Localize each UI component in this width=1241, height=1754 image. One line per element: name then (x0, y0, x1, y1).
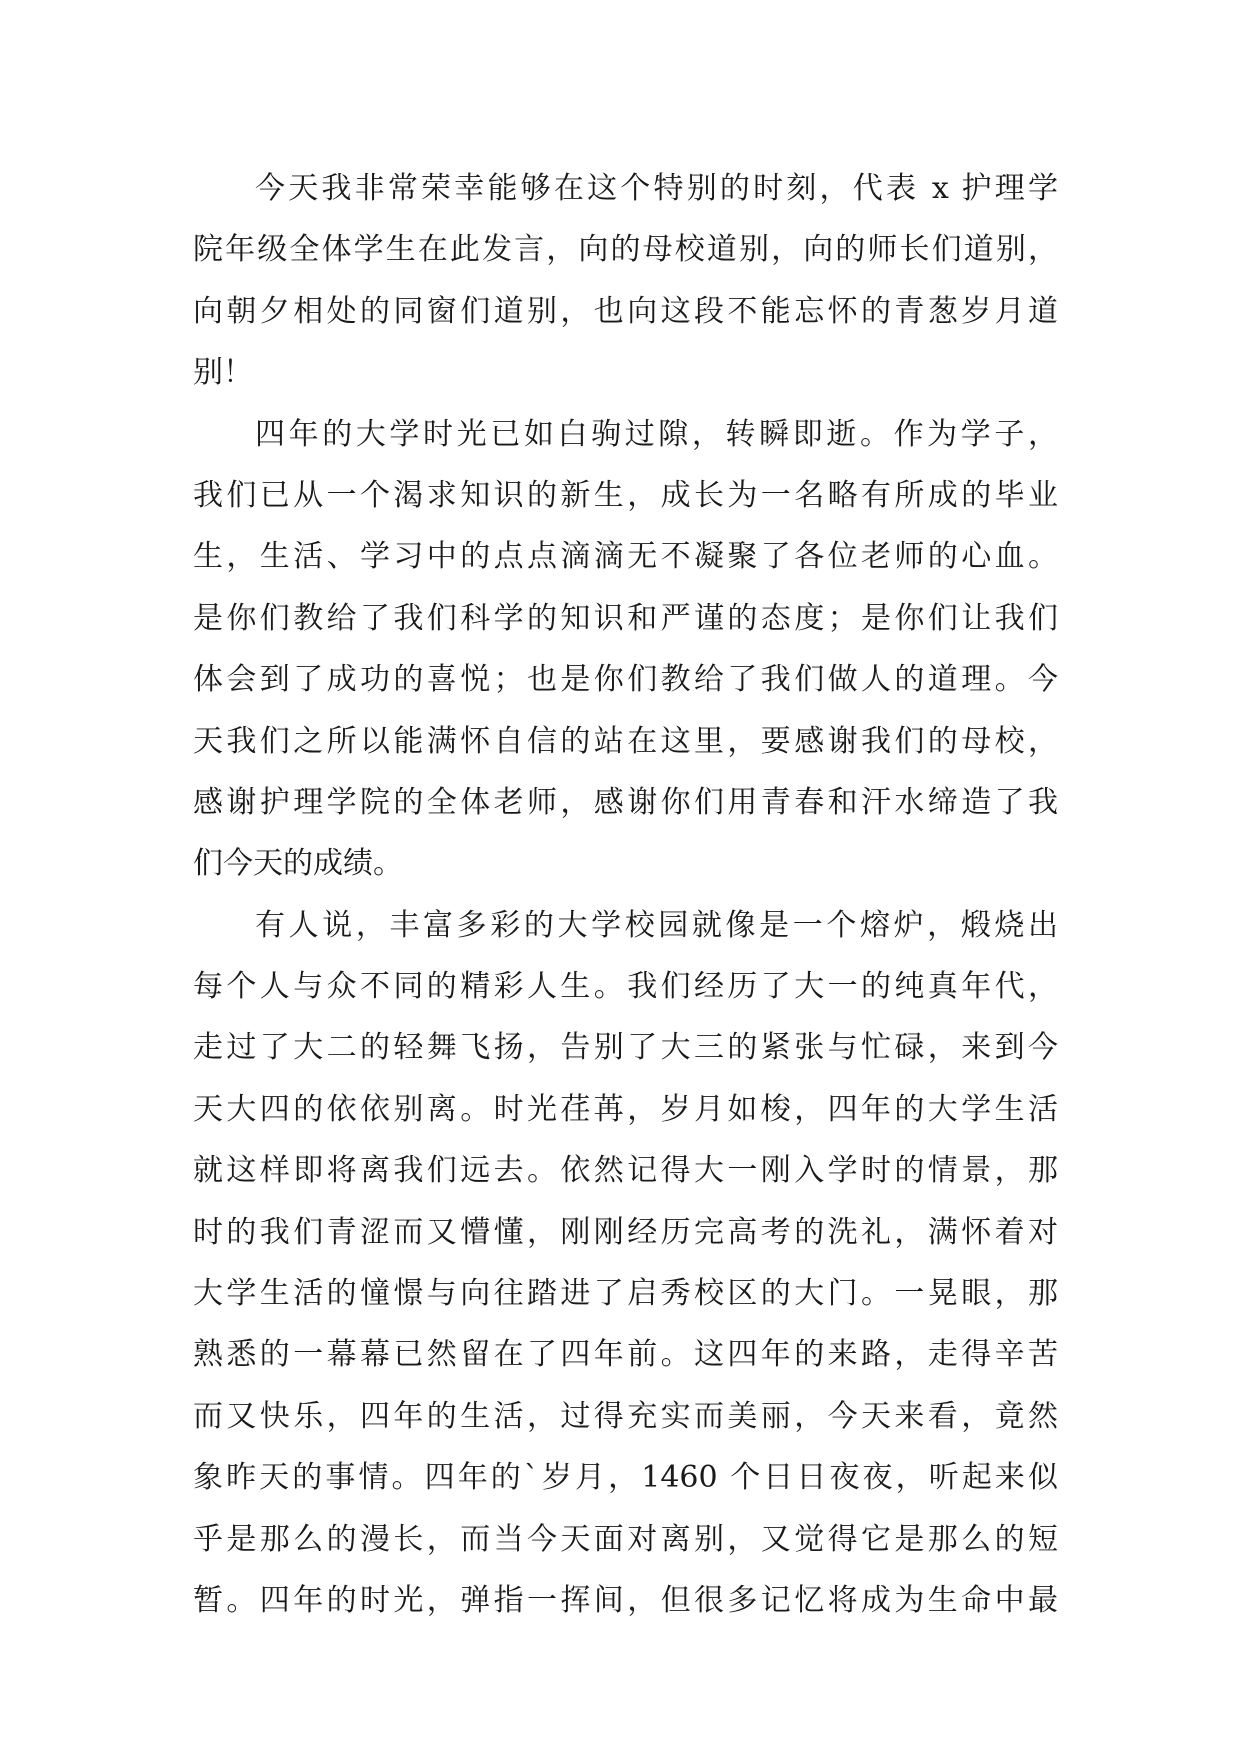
paragraph-3-line-6: 时的我们青涩而又懵懂，刚刚经历完高考的洗礼，满怀着对 (193, 1214, 1058, 1250)
paragraph-3-line-12: 暂。四年的时光，弹指一挥间，但很多记忆将成为生命中最 (193, 1582, 1058, 1618)
paragraph-3-line-10: 象昨天的事情。四年的`岁月，1460 个日日夜夜，听起来似 (193, 1460, 1058, 1496)
paragraph-2-line-8: 们今天的成绩。 (193, 846, 403, 882)
paragraph-3-line-11: 乎是那么的漫长，而当今天面对离别，又觉得它是那么的短 (193, 1521, 1058, 1557)
paragraph-2-line-6: 天我们之所以能满怀自信的站在这里，要感谢我们的母校， (193, 723, 1058, 759)
paragraph-2-line-3: 生，生活、学习中的点点滴滴无不凝聚了各位老师的心血。 (193, 539, 1058, 575)
paragraph-1-line-1: 今天我非常荣幸能够在这个特别的时刻，代表 x 护理学 (255, 171, 1058, 206)
paragraph-3-line-7: 大学生活的憧憬与向往踏进了启秀校区的大门。一晃眼，那 (193, 1276, 1058, 1312)
paragraph-1-line-2: 院年级全体学生在此发言，向的母校道别，向的师长们道别， (193, 232, 1058, 268)
paragraph-3-line-3: 走过了大二的轻舞飞扬，告别了大三的紧张与忙碌，来到今 (193, 1030, 1058, 1066)
paragraph-3-line-1: 有人说，丰富多彩的大学校园就像是一个熔炉，煅烧出 (255, 907, 1058, 943)
paragraph-2-line-7: 感谢护理学院的全体老师，感谢你们用青春和汗水缔造了我 (193, 784, 1058, 820)
paragraph-2-line-5: 体会到了成功的喜悦；也是你们教给了我们做人的道理。今 (193, 662, 1058, 698)
paragraph-2-line-1: 四年的大学时光已如白驹过隙，转瞬即逝。作为学子， (255, 416, 1058, 452)
paragraph-2-line-4: 是你们教给了我们科学的知识和严谨的态度；是你们让我们 (193, 600, 1058, 636)
paragraph-3-line-4: 天大四的依依别离。时光荏苒，岁月如梭，四年的大学生活 (193, 1091, 1058, 1127)
paragraph-1-line-3: 向朝夕相处的同窗们道别，也向这段不能忘怀的青葱岁月道 (193, 293, 1058, 329)
paragraph-2-line-2: 我们已从一个渴求知识的新生，成长为一名略有所成的毕业 (193, 477, 1058, 513)
speech-body (193, 158, 1058, 1631)
paragraph-3-line-8: 熟悉的一幕幕已然留在了四年前。这四年的来路，走得辛苦 (193, 1337, 1058, 1373)
paragraph-3-line-5: 就这样即将离我们远去。依然记得大一刚入学时的情景，那 (193, 1153, 1058, 1189)
paragraph-3-line-2: 每个人与众不同的精彩人生。我们经历了大一的纯真年代， (193, 969, 1058, 1005)
paragraph-3-line-9: 而又快乐，四年的生活，过得充实而美丽，今天来看，竟然 (193, 1398, 1058, 1434)
paragraph-1-line-4: 别！ (193, 355, 253, 391)
